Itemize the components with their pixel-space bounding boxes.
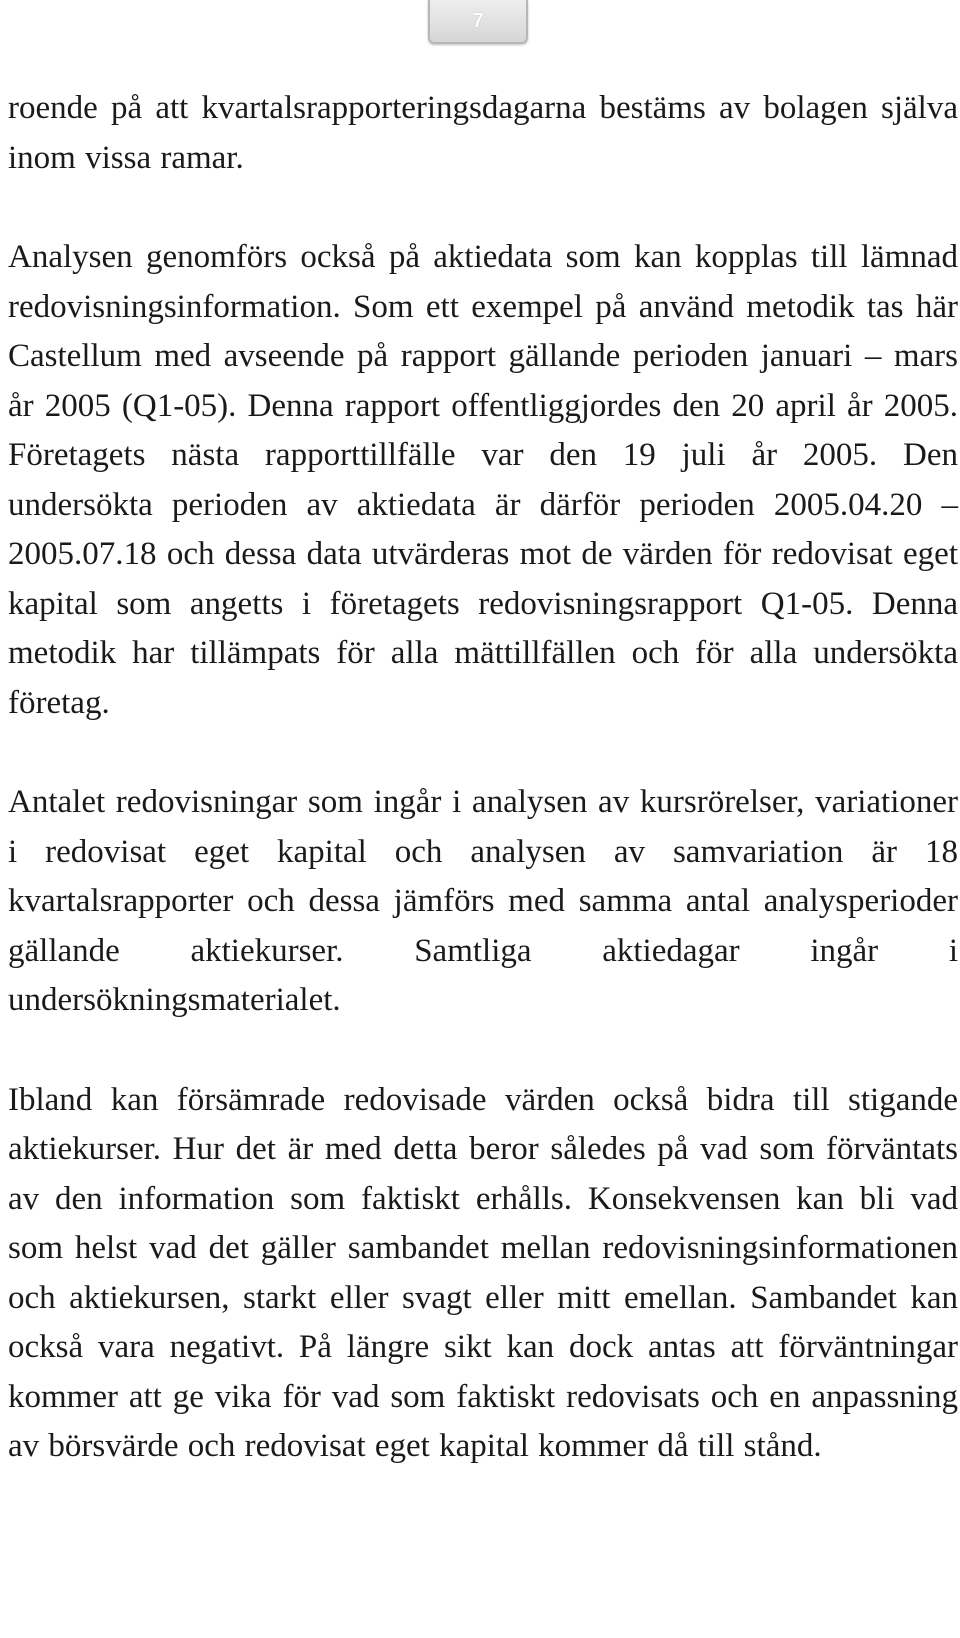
paragraph-4: Ibland kan försämrade redovisade värden också bidra till stigande aktiekurser. Hur det är med detta beror således på vad som förväntats av den information som faktiskt erhålls. Konsekvensen kan bli vad som helst vad det gäller sambandet mellan redovisningsinformationen och aktiekursen, starkt eller svagt eller mitt emellan. Sambandet kan också vara negativt. På längre sikt kan dock antas att förväntningar kommer att ge vika för vad som faktiskt redovisats och en anpassning av börsvärde och redovisat eget kapital kommer då till stånd.	[8, 1081, 958, 1464]
page-number-tab	[428, 0, 528, 44]
page-number: 7	[472, 9, 484, 32]
paragraph-3: Antalet redovisningar som ingår i analysen av kursrörelser, variationer i redovisat eget kapital och analysen av samvariation är 18 kvartalsrapporter och dessa jämförs med samma antal analysperioder gällande aktiekurser. Samtliga aktiedagar ingår i undersökningsmaterialet.	[8, 784, 958, 1018]
paragraph-1: roende på att kvartalsrapporteringsdagarna bestäms av bolagen själva inom vissa ramar.	[8, 90, 958, 176]
document-body	[8, 84, 958, 1472]
paragraph-2: Analysen genomförs också på aktiedata som kan kopplas till lämnad redovisningsinformation. Som ett exempel på använd metodik tas här Castellum med avseende på rapport gällande perioden januari – mars år 2005 (Q1-05). Denna rapport offentliggjordes den 20 april år 2005. Företagets nästa rapporttillfälle var den 19 juli år 2005. Den undersökta perioden av aktiedata är därför perioden 2005.04.20 – 2005.07.18 och dessa data utvärderas mot de värden för redovisat eget kapital som angetts i företagets redovisningsrapport Q1-05. Denna metodik har tillämpats för alla mättillfällen och för alla undersökta företag.	[8, 239, 958, 721]
